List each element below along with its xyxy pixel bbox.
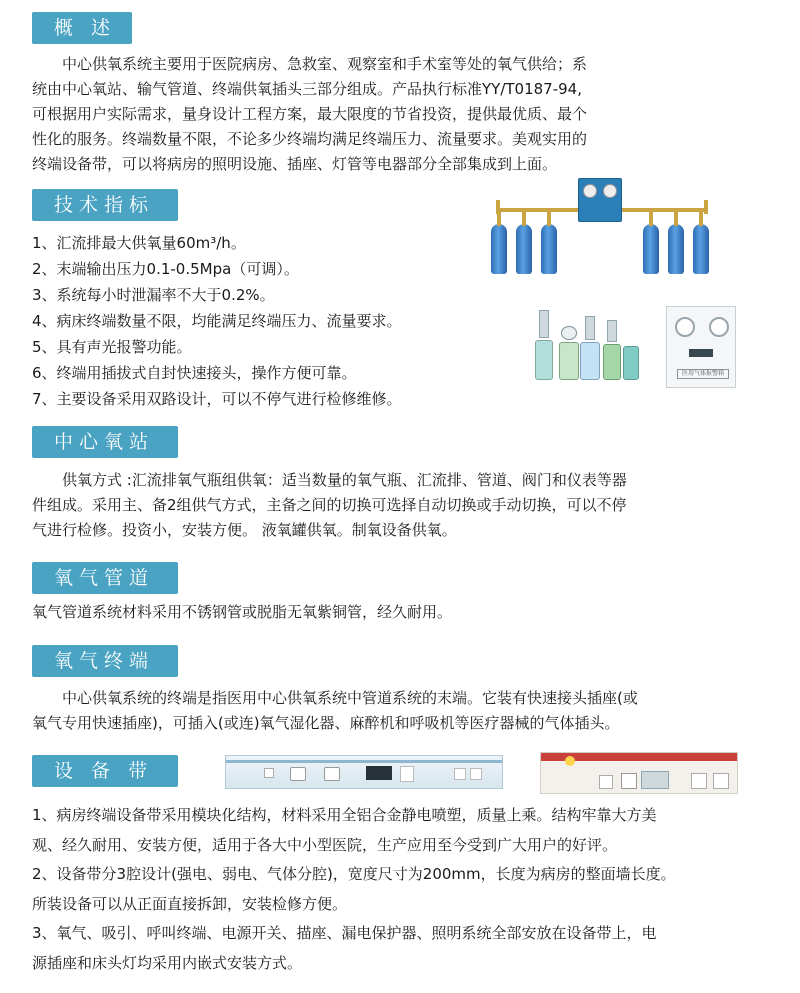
list-item: 3、系统每小时泄漏率不大于0.2%。 (32, 286, 275, 304)
section-header-overview: 概 述 (32, 12, 132, 44)
section-header-terminal: 氧气终端 (32, 645, 178, 677)
text-line: 终端设备带，可以将病房的照明设施、插座、灯管等电器部分全部集成到上面。 (32, 155, 558, 173)
text-line: 件组成。采用主、备2组供气方式，主备之间的切换可选择自动切换或手动切换，可以不停 (32, 496, 627, 514)
humidifier-image (533, 310, 638, 382)
equipment-belt-image-2 (540, 752, 738, 794)
section-header-pipeline: 氧气管道 (32, 562, 178, 594)
text-line: 氧气管道系统材料采用不锈钢管或脱脂无氧紫铜管，经久耐用。 (32, 603, 453, 621)
alarm-panel-label: 医用气体报警箱 (677, 369, 729, 379)
text-line: 1、病房终端设备带采用模块化结构，材料采用全铝合金静电喷塑，质量上乘。结构牢靠大方美 (32, 806, 657, 824)
text-line: 观、经久耐用、安装方便，适用于各大中小型医院，生产应用至今受到广大用户的好评。 (32, 835, 618, 854)
text-line: 所装设备可以从正面直接拆卸，安装检修方便。 (32, 894, 348, 913)
section-header-specs: 技术指标 (32, 189, 178, 221)
text-line: 源插座和床头灯均采用内嵌式安装方式。 (32, 953, 303, 972)
list-item: 7、主要设备采用双路设计，可以不停气进行检修维修。 (32, 390, 402, 408)
equipment-belt-image-1 (225, 755, 503, 789)
specs-list (32, 230, 402, 412)
station-text (32, 468, 778, 543)
text-line: 气进行检修。投资小，安装方便。 液氧罐供氧。制氧设备供氧。 (32, 521, 457, 539)
alarm-panel-image (666, 306, 736, 388)
list-item: 2、末端输出压力0.1-0.5Mpa（可调）。 (32, 260, 299, 278)
terminal-text (32, 686, 778, 736)
list-item: 6、终端用插拔式自封快速接头，操作方便可靠。 (32, 364, 357, 382)
list-item: 5、具有声光报警功能。 (32, 338, 192, 356)
text-line: 可根据用户实际需求，量身设计工程方案，最大限度的节省投资，提供最优质、最个 (32, 105, 588, 123)
text-line: 供氧方式 :汇流排氧气瓶组供氧：适当数量的氧气瓶、汇流排、管道、阀门和仪表等器 (62, 471, 627, 489)
overview-text (32, 52, 778, 177)
list-item: 4、病床终端数量不限，均能满足终端压力、流量要求。 (32, 312, 402, 330)
section-header-station: 中心氧站 (32, 426, 178, 458)
belt-text (32, 801, 778, 978)
pipeline-text (32, 600, 778, 625)
section-header-belt: 设 备 带 (32, 755, 178, 787)
text-line: 性化的服务。终端数量不限，不论多少终端均满足终端压力、流量要求。美观实用的 (32, 130, 588, 148)
list-item: 1、汇流排最大供氧量60m³/h。 (32, 234, 246, 252)
text-line: 中心供氧系统主要用于医院病房、急救室、观察室和手术室等处的氧气供给；系 (62, 55, 588, 73)
text-line: 3、氧气、吸引、呼叫终端、电源开关、描座、漏电保护器、照明系统全部安放在设备带上，电 (32, 924, 657, 942)
manifold-image (488, 178, 716, 276)
text-line: 统由中心氧站、输气管道、终端供氧插头三部分组成。产品执行标准YY/T0187-94, (32, 80, 582, 98)
text-line: 氧气专用快速插座)，可插入(或连)氧气湿化器、麻醉机和呼吸机等医疗器械的气体插头。 (32, 714, 620, 732)
text-line: 中心供氧系统的终端是指医用中心供氧系统中管道系统的末端。它装有快速接头插座(或 (62, 689, 638, 707)
text-line: 2、设备带分3腔设计(强电、弱电、气体分腔)，宽度尺寸为200mm，长度为病房的整面墙长度。 (32, 865, 676, 883)
